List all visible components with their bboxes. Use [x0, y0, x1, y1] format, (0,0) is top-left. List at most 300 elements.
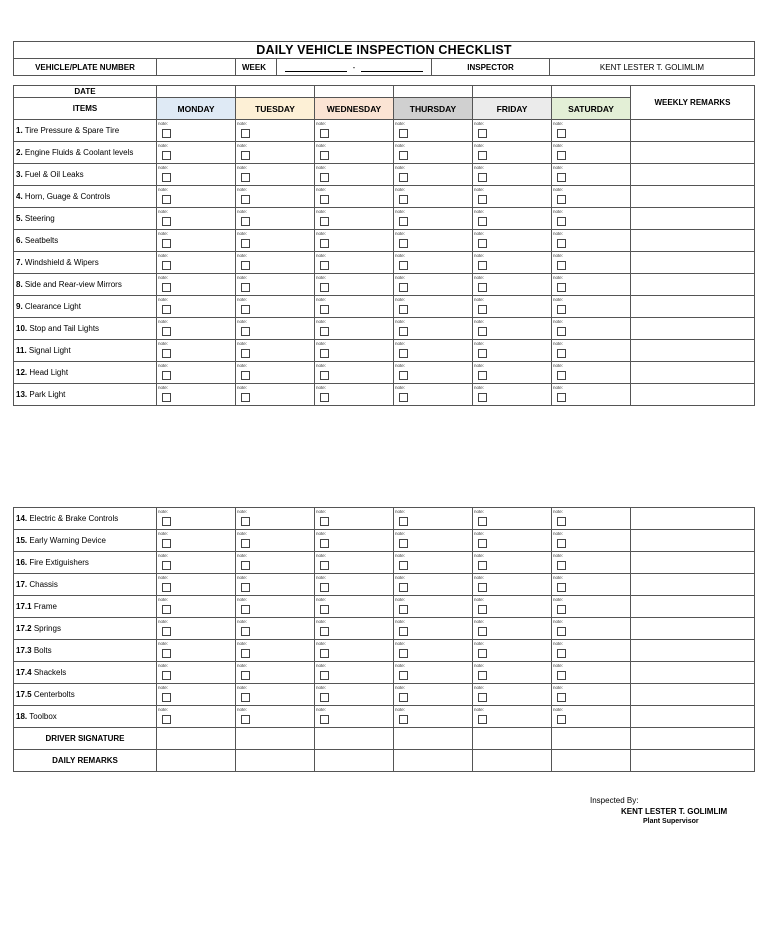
- weekly-remarks-cell[interactable]: [631, 384, 755, 406]
- checkbox[interactable]: [399, 627, 408, 636]
- checkbox[interactable]: [557, 693, 566, 702]
- check-cell-tuesday: [236, 362, 315, 384]
- checkbox[interactable]: [478, 371, 487, 380]
- day-header-tuesday: TUESDAY: [236, 98, 315, 120]
- checkbox[interactable]: [320, 239, 329, 248]
- weekly-remarks-cell[interactable]: [631, 574, 755, 596]
- check-cell-tuesday: [236, 618, 315, 640]
- checkbox[interactable]: [399, 349, 408, 358]
- weekly-remarks-cell[interactable]: [631, 318, 755, 340]
- checkbox[interactable]: [557, 173, 566, 182]
- weekly-remarks-cell[interactable]: [631, 230, 755, 252]
- checkbox[interactable]: [320, 261, 329, 270]
- checkbox[interactable]: [162, 305, 171, 314]
- checkbox[interactable]: [162, 283, 171, 292]
- checkbox[interactable]: [478, 605, 487, 614]
- check-cell-friday: [473, 596, 552, 618]
- check-cell-thursday: [394, 208, 473, 230]
- checkbox[interactable]: [320, 129, 329, 138]
- note-label: note:: [158, 553, 169, 558]
- item-text: Park Light: [29, 390, 66, 399]
- checkbox[interactable]: [399, 173, 408, 182]
- check-cell-friday: [473, 530, 552, 552]
- note-label: note:: [237, 121, 248, 126]
- checkbox[interactable]: [320, 393, 329, 402]
- note-label: note:: [553, 363, 564, 368]
- checkbox[interactable]: [241, 349, 250, 358]
- note-label: note:: [395, 553, 406, 558]
- checkbox[interactable]: [399, 649, 408, 658]
- daily-remarks-label: DAILY REMARKS: [14, 750, 157, 772]
- checkbox[interactable]: [478, 649, 487, 658]
- note-label: note:: [316, 685, 327, 690]
- checkbox[interactable]: [557, 371, 566, 380]
- item-number: 17.4: [16, 668, 32, 677]
- item-number: 5.: [16, 214, 23, 223]
- check-cell-tuesday: [236, 552, 315, 574]
- checkbox[interactable]: [162, 561, 171, 570]
- note-label: note:: [553, 641, 564, 646]
- checkbox[interactable]: [162, 649, 171, 658]
- checkbox[interactable]: [478, 151, 487, 160]
- checkbox[interactable]: [241, 195, 250, 204]
- checkbox[interactable]: [399, 305, 408, 314]
- checkbox[interactable]: [320, 561, 329, 570]
- checkbox[interactable]: [162, 517, 171, 526]
- check-cell-friday: [473, 640, 552, 662]
- date-cell-saturday[interactable]: [552, 86, 631, 98]
- note-label: note:: [474, 641, 485, 646]
- check-cell-saturday: [552, 340, 631, 362]
- note-label: note:: [474, 297, 485, 302]
- checkbox[interactable]: [162, 327, 171, 336]
- check-cell-saturday: [552, 662, 631, 684]
- note-label: note:: [395, 231, 406, 236]
- checkbox[interactable]: [241, 151, 250, 160]
- check-cell-wednesday: [315, 574, 394, 596]
- check-cell-friday: [473, 164, 552, 186]
- checkbox[interactable]: [399, 283, 408, 292]
- check-cell-thursday: [394, 252, 473, 274]
- checkbox[interactable]: [399, 129, 408, 138]
- header-table: [13, 41, 755, 76]
- check-cell-friday: [473, 362, 552, 384]
- check-cell-wednesday: [315, 164, 394, 186]
- note-label: note:: [474, 663, 485, 668]
- checkbox[interactable]: [162, 195, 171, 204]
- checkbox[interactable]: [557, 151, 566, 160]
- checklist-table-part2: [13, 507, 755, 772]
- checkbox[interactable]: [320, 605, 329, 614]
- daily-remarks-thursday[interactable]: [394, 750, 473, 772]
- checkbox[interactable]: [241, 217, 250, 226]
- item-text: Shackels: [33, 668, 67, 677]
- weekly-remarks-cell[interactable]: [631, 640, 755, 662]
- checkbox[interactable]: [399, 539, 408, 548]
- check-cell-wednesday: [315, 618, 394, 640]
- item-number: 9.: [16, 302, 23, 311]
- item-label: [14, 142, 157, 164]
- check-cell-thursday: [394, 508, 473, 530]
- checkbox[interactable]: [557, 239, 566, 248]
- checkbox[interactable]: [320, 539, 329, 548]
- note-label: note:: [237, 319, 248, 324]
- checkbox[interactable]: [162, 627, 171, 636]
- checkbox[interactable]: [399, 393, 408, 402]
- note-label: note:: [395, 663, 406, 668]
- note-label: note:: [158, 363, 169, 368]
- checkbox[interactable]: [241, 129, 250, 138]
- checkbox[interactable]: [399, 151, 408, 160]
- item-text: Fire Extiguishers: [29, 558, 89, 567]
- checkbox[interactable]: [557, 605, 566, 614]
- note-label: note:: [237, 165, 248, 170]
- checkbox[interactable]: [399, 327, 408, 336]
- note-label: note:: [553, 319, 564, 324]
- checkbox[interactable]: [557, 283, 566, 292]
- check-cell-thursday: [394, 296, 473, 318]
- week-field[interactable]: [277, 59, 432, 76]
- daily-remarks-monday[interactable]: [157, 750, 236, 772]
- checkbox[interactable]: [478, 173, 487, 182]
- checkbox[interactable]: [320, 195, 329, 204]
- note-label: note:: [553, 553, 564, 558]
- check-cell-tuesday: [236, 640, 315, 662]
- weekly-remarks-cell[interactable]: [631, 662, 755, 684]
- item-text: Tire Pressure & Spare Tire: [24, 126, 120, 135]
- checkbox[interactable]: [478, 327, 487, 336]
- note-label: note:: [395, 143, 406, 148]
- item-text: Engine Fluids & Coolant levels: [24, 148, 134, 157]
- check-cell-monday: [157, 508, 236, 530]
- checkbox[interactable]: [320, 349, 329, 358]
- checkbox[interactable]: [241, 693, 250, 702]
- note-label: note:: [395, 531, 406, 536]
- checkbox[interactable]: [557, 539, 566, 548]
- checkbox[interactable]: [399, 583, 408, 592]
- note-label: note:: [237, 619, 248, 624]
- item-number: 17.3: [16, 646, 32, 655]
- checkbox[interactable]: [478, 715, 487, 724]
- checkbox[interactable]: [320, 517, 329, 526]
- checkbox[interactable]: [241, 715, 250, 724]
- checkbox[interactable]: [241, 517, 250, 526]
- checkbox[interactable]: [320, 715, 329, 724]
- checkbox[interactable]: [399, 715, 408, 724]
- vehicle-plate-field[interactable]: [157, 59, 236, 76]
- weekly-remarks-cell[interactable]: [631, 684, 755, 706]
- check-cell-wednesday: [315, 508, 394, 530]
- item-text: Clearance Light: [24, 302, 81, 311]
- check-cell-tuesday: [236, 274, 315, 296]
- checkbox[interactable]: [320, 283, 329, 292]
- note-label: note:: [158, 231, 169, 236]
- checkbox[interactable]: [478, 583, 487, 592]
- checkbox[interactable]: [320, 627, 329, 636]
- check-cell-friday: [473, 120, 552, 142]
- checkbox[interactable]: [478, 129, 487, 138]
- checkbox[interactable]: [478, 539, 487, 548]
- checkbox[interactable]: [557, 195, 566, 204]
- week-end-blank[interactable]: [361, 63, 423, 72]
- note-label: note:: [395, 341, 406, 346]
- note-label: note:: [553, 663, 564, 668]
- checkbox[interactable]: [162, 371, 171, 380]
- checkbox[interactable]: [399, 217, 408, 226]
- driver-signature-wednesday[interactable]: [315, 728, 394, 750]
- daily-remarks-tuesday[interactable]: [236, 750, 315, 772]
- note-label: note:: [158, 187, 169, 192]
- week-separator: -: [352, 62, 356, 72]
- note-label: note:: [553, 143, 564, 148]
- note-label: note:: [553, 187, 564, 192]
- checkbox[interactable]: [478, 349, 487, 358]
- check-cell-thursday: [394, 618, 473, 640]
- checkbox[interactable]: [478, 561, 487, 570]
- check-cell-thursday: [394, 274, 473, 296]
- item-number: 15.: [16, 536, 28, 545]
- weekly-remarks-cell[interactable]: [631, 142, 755, 164]
- checkbox[interactable]: [557, 561, 566, 570]
- checkbox[interactable]: [320, 583, 329, 592]
- note-label: note:: [158, 707, 169, 712]
- item-text: Windshield & Wipers: [24, 258, 99, 267]
- check-cell-monday: [157, 574, 236, 596]
- weekly-remarks-cell[interactable]: [631, 552, 755, 574]
- check-cell-monday: [157, 530, 236, 552]
- checkbox[interactable]: [320, 173, 329, 182]
- note-label: note:: [474, 165, 485, 170]
- weekly-remarks-cell[interactable]: [631, 252, 755, 274]
- check-cell-monday: [157, 552, 236, 574]
- check-cell-friday: [473, 318, 552, 340]
- note-label: note:: [316, 531, 327, 536]
- checkbox[interactable]: [399, 371, 408, 380]
- item-number: 3.: [16, 170, 23, 179]
- checkbox[interactable]: [399, 671, 408, 680]
- checkbox[interactable]: [241, 239, 250, 248]
- checkbox[interactable]: [478, 627, 487, 636]
- checkbox[interactable]: [241, 305, 250, 314]
- note-label: note:: [158, 509, 169, 514]
- note-label: note:: [395, 575, 406, 580]
- checkbox[interactable]: [162, 349, 171, 358]
- weekly-remarks-cell[interactable]: [631, 120, 755, 142]
- checkbox[interactable]: [241, 627, 250, 636]
- checkbox[interactable]: [399, 693, 408, 702]
- checkbox[interactable]: [162, 671, 171, 680]
- weekly-remarks-cell[interactable]: [631, 530, 755, 552]
- checkbox[interactable]: [478, 239, 487, 248]
- check-cell-friday: [473, 296, 552, 318]
- checkbox[interactable]: [241, 283, 250, 292]
- checkbox[interactable]: [320, 327, 329, 336]
- checkbox[interactable]: [320, 693, 329, 702]
- date-cell-tuesday[interactable]: [236, 86, 315, 98]
- check-cell-monday: [157, 296, 236, 318]
- checkbox[interactable]: [557, 583, 566, 592]
- date-cell-friday[interactable]: [473, 86, 552, 98]
- checkbox[interactable]: [478, 195, 487, 204]
- checkbox[interactable]: [478, 283, 487, 292]
- checkbox[interactable]: [399, 561, 408, 570]
- weekly-remarks-header: WEEKLY REMARKS: [631, 86, 755, 120]
- driver-signature-friday[interactable]: [473, 728, 552, 750]
- check-cell-monday: [157, 252, 236, 274]
- checkbox[interactable]: [399, 517, 408, 526]
- checkbox[interactable]: [320, 671, 329, 680]
- daily-remarks-saturday[interactable]: [552, 750, 631, 772]
- date-cell-monday[interactable]: [157, 86, 236, 98]
- weekly-remarks-cell[interactable]: [631, 596, 755, 618]
- check-cell-monday: [157, 684, 236, 706]
- checkbox[interactable]: [478, 693, 487, 702]
- check-cell-thursday: [394, 318, 473, 340]
- check-cell-friday: [473, 706, 552, 728]
- checkbox[interactable]: [162, 583, 171, 592]
- checkbox[interactable]: [557, 349, 566, 358]
- checkbox[interactable]: [241, 327, 250, 336]
- checkbox[interactable]: [320, 305, 329, 314]
- checkbox[interactable]: [162, 129, 171, 138]
- item-text: Fuel & Oil Leaks: [24, 170, 84, 179]
- checkbox[interactable]: [162, 173, 171, 182]
- checkbox[interactable]: [557, 393, 566, 402]
- note-label: note:: [395, 363, 406, 368]
- checklist-row: [14, 508, 755, 530]
- checklist-row: [14, 706, 755, 728]
- checkbox[interactable]: [162, 539, 171, 548]
- checkbox[interactable]: [557, 715, 566, 724]
- checkbox[interactable]: [478, 393, 487, 402]
- weekly-remarks-cell[interactable]: [631, 296, 755, 318]
- checkbox[interactable]: [162, 261, 171, 270]
- checkbox[interactable]: [162, 393, 171, 402]
- check-cell-saturday: [552, 574, 631, 596]
- driver-signature-saturday[interactable]: [552, 728, 631, 750]
- note-label: note:: [237, 509, 248, 514]
- checkbox[interactable]: [478, 517, 487, 526]
- checkbox[interactable]: [557, 327, 566, 336]
- checkbox[interactable]: [241, 649, 250, 658]
- checkbox[interactable]: [162, 239, 171, 248]
- driver-signature-monday[interactable]: [157, 728, 236, 750]
- weekly-remarks-cell[interactable]: [631, 706, 755, 728]
- checkbox[interactable]: [320, 371, 329, 380]
- checkbox[interactable]: [320, 217, 329, 226]
- note-label: note:: [395, 619, 406, 624]
- checkbox[interactable]: [241, 605, 250, 614]
- note-label: note:: [553, 531, 564, 536]
- weekly-remarks-cell[interactable]: [631, 340, 755, 362]
- checkbox[interactable]: [399, 195, 408, 204]
- checkbox[interactable]: [478, 217, 487, 226]
- driver-signature-remarks[interactable]: [631, 728, 755, 750]
- check-cell-wednesday: [315, 530, 394, 552]
- weekly-remarks-cell[interactable]: [631, 274, 755, 296]
- checkbox[interactable]: [162, 217, 171, 226]
- check-cell-monday: [157, 208, 236, 230]
- item-label: [14, 252, 157, 274]
- note-label: note:: [237, 297, 248, 302]
- note-label: note:: [316, 707, 327, 712]
- check-cell-friday: [473, 574, 552, 596]
- checkbox[interactable]: [241, 261, 250, 270]
- note-label: note:: [474, 341, 485, 346]
- checkbox[interactable]: [557, 671, 566, 680]
- checkbox[interactable]: [241, 371, 250, 380]
- checkbox[interactable]: [557, 217, 566, 226]
- checkbox[interactable]: [557, 261, 566, 270]
- check-cell-friday: [473, 662, 552, 684]
- weekly-remarks-cell[interactable]: [631, 208, 755, 230]
- checkbox[interactable]: [557, 129, 566, 138]
- weekly-remarks-cell[interactable]: [631, 164, 755, 186]
- checkbox[interactable]: [162, 605, 171, 614]
- check-cell-thursday: [394, 362, 473, 384]
- checklist-table-part1: [13, 85, 755, 406]
- checkbox[interactable]: [162, 151, 171, 160]
- checkbox[interactable]: [320, 151, 329, 160]
- check-cell-thursday: [394, 120, 473, 142]
- checkbox[interactable]: [478, 261, 487, 270]
- weekly-remarks-cell[interactable]: [631, 362, 755, 384]
- checkbox[interactable]: [557, 627, 566, 636]
- daily-remarks-friday[interactable]: [473, 750, 552, 772]
- note-label: note:: [553, 597, 564, 602]
- checkbox[interactable]: [241, 583, 250, 592]
- checkbox[interactable]: [241, 671, 250, 680]
- checkbox[interactable]: [162, 693, 171, 702]
- checkbox[interactable]: [478, 671, 487, 680]
- checkbox[interactable]: [557, 649, 566, 658]
- checkbox[interactable]: [241, 393, 250, 402]
- checkbox[interactable]: [557, 517, 566, 526]
- inspector-signoff-name: KENT LESTER T. GOLIMLIM: [621, 807, 728, 816]
- weekly-remarks-cell[interactable]: [631, 186, 755, 208]
- checkbox[interactable]: [241, 173, 250, 182]
- checkbox[interactable]: [399, 261, 408, 270]
- note-label: note:: [316, 341, 327, 346]
- checkbox[interactable]: [162, 715, 171, 724]
- driver-signature-tuesday[interactable]: [236, 728, 315, 750]
- day-header-saturday: SATURDAY: [552, 98, 631, 120]
- vehicle-plate-label: VEHICLE/PLATE NUMBER: [14, 59, 157, 76]
- checklist-row: [14, 230, 755, 252]
- checkbox[interactable]: [241, 561, 250, 570]
- note-label: note:: [158, 143, 169, 148]
- checkbox[interactable]: [320, 649, 329, 658]
- check-cell-friday: [473, 274, 552, 296]
- date-cell-thursday[interactable]: [394, 86, 473, 98]
- checkbox[interactable]: [557, 305, 566, 314]
- item-number: 11.: [16, 346, 27, 355]
- day-header-monday: MONDAY: [157, 98, 236, 120]
- checkbox[interactable]: [399, 605, 408, 614]
- note-label: note:: [237, 553, 248, 558]
- checkbox[interactable]: [241, 539, 250, 548]
- week-start-blank[interactable]: [285, 63, 347, 72]
- checkbox[interactable]: [478, 305, 487, 314]
- weekly-remarks-cell[interactable]: [631, 618, 755, 640]
- check-cell-thursday: [394, 142, 473, 164]
- checkbox[interactable]: [399, 239, 408, 248]
- date-cell-wednesday[interactable]: [315, 86, 394, 98]
- daily-remarks-weekly[interactable]: [631, 750, 755, 772]
- weekly-remarks-cell[interactable]: [631, 508, 755, 530]
- daily-remarks-wednesday[interactable]: [315, 750, 394, 772]
- driver-signature-thursday[interactable]: [394, 728, 473, 750]
